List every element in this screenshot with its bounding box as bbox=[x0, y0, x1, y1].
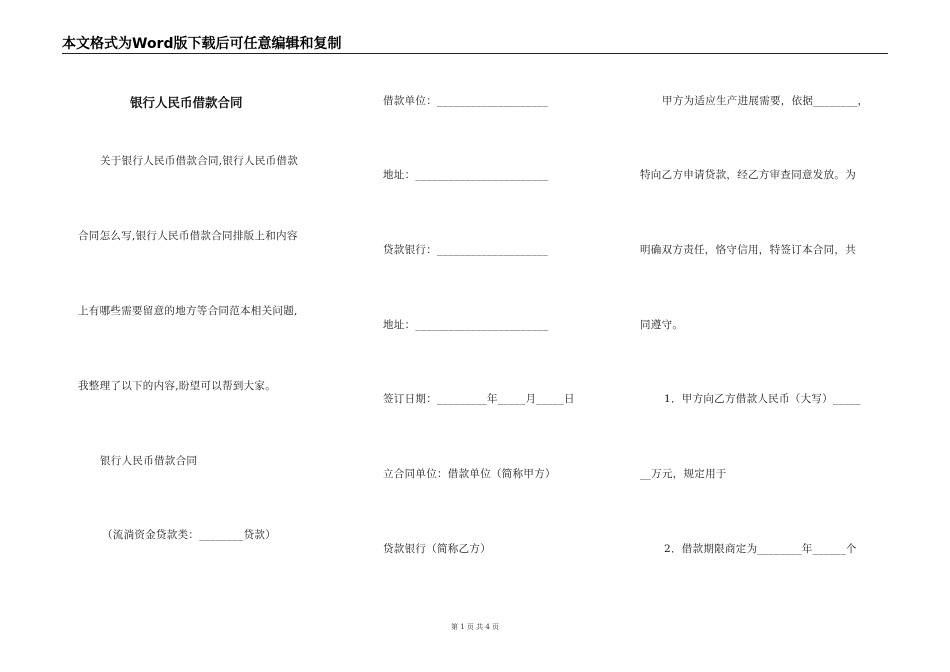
contract-title: 银行人民币借款合同 bbox=[130, 95, 243, 110]
body-line: 关于银行人民币借款合同,银行人民币借款 bbox=[100, 155, 299, 167]
body-line: （流淌资金贷款类：________贷款） bbox=[102, 529, 276, 541]
body-line: 同遵守。 bbox=[640, 319, 684, 331]
lender-bank-field: 贷款银行：____________________ bbox=[383, 244, 548, 256]
signing-date-field: 签订日期：_________年_____月_____日 bbox=[383, 393, 575, 405]
body-line: 明确双方责任，恪守信用，特签订本合同，共 bbox=[640, 244, 856, 256]
party-a-line: 立合同单位：借款单位（简称甲方） bbox=[383, 468, 556, 480]
body-line: 我整理了以下的内容,盼望可以帮到大家。 bbox=[78, 380, 277, 392]
document-header-title: 本文格式为Word版下载后可任意编辑和复制 bbox=[62, 36, 342, 52]
clause-1-line: 1．甲方向乙方借款人民币（大写）_____ bbox=[664, 393, 861, 405]
borrower-field: 借款单位：____________________ bbox=[383, 95, 548, 107]
body-line: 甲方为适应生产进展需要，依据________， bbox=[662, 95, 869, 107]
body-line: 银行人民币借款合同 bbox=[100, 455, 198, 467]
body-line: 特向乙方申请贷款，经乙方审查同意发放。为 bbox=[640, 169, 856, 181]
header-divider bbox=[62, 53, 888, 54]
body-line: 上有哪些需要留意的地方等合同范本相关问题, bbox=[78, 305, 298, 317]
clause-1-continued: __万元，规定用于 bbox=[640, 468, 727, 480]
party-b-line: 贷款银行（简称乙方） bbox=[383, 543, 491, 555]
body-line: 合同怎么写,银行人民币借款合同排版上和内容 bbox=[78, 230, 298, 242]
lender-address-field: 地址：________________________ bbox=[383, 319, 549, 331]
page-number: 第 1 页 共 4 页 bbox=[450, 623, 500, 631]
borrower-address-field: 地址：________________________ bbox=[383, 169, 549, 181]
clause-2-line: 2．借款期限商定为________年______个 bbox=[664, 543, 857, 555]
